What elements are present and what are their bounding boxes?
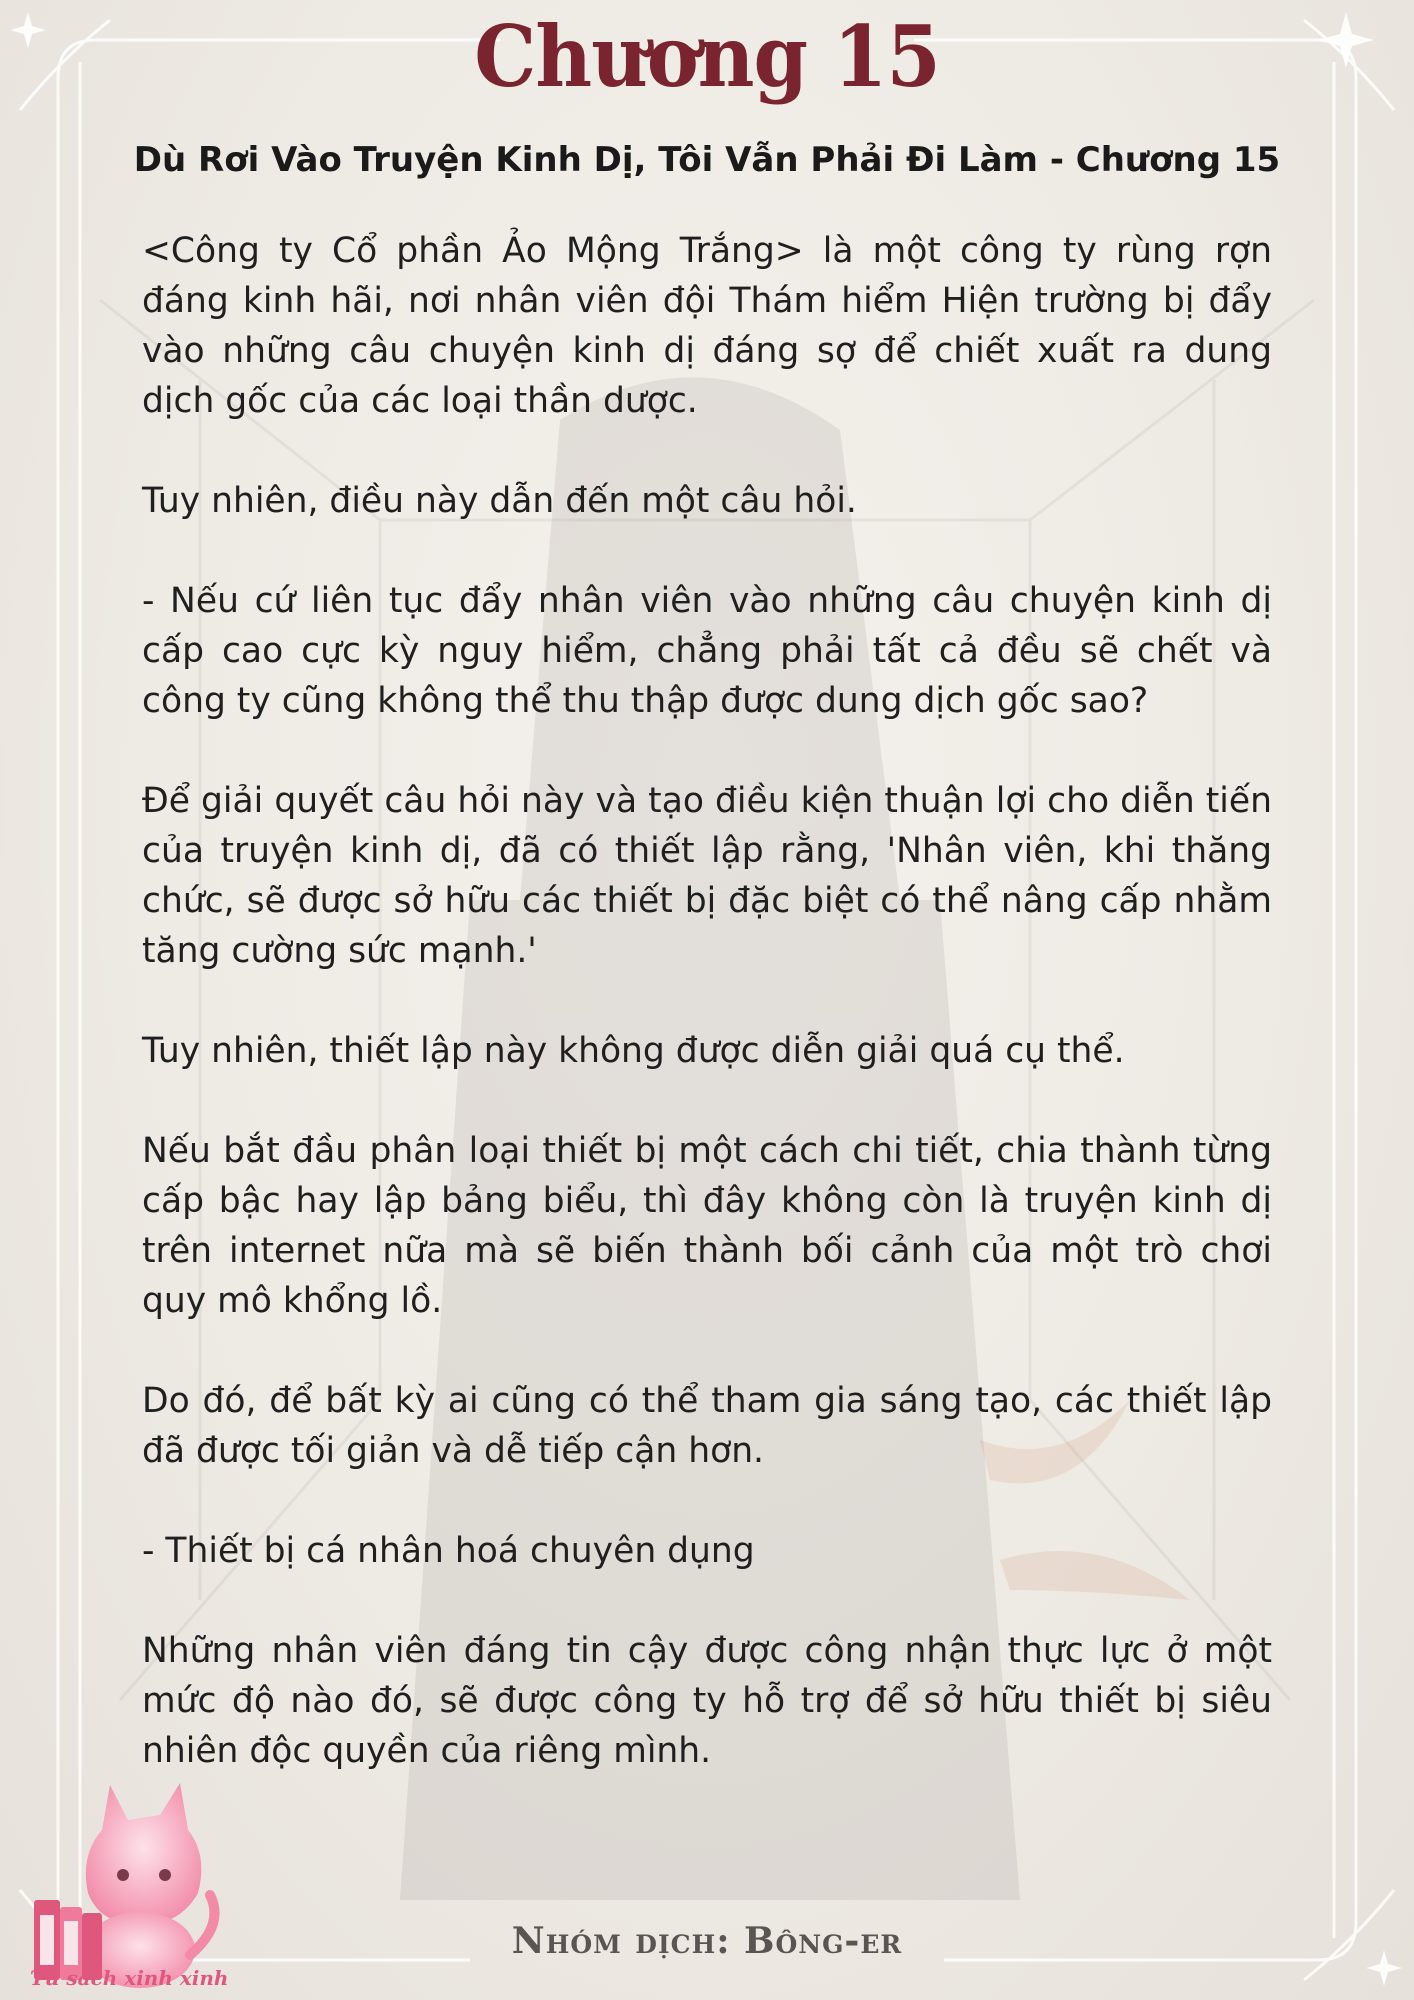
logo-text: Tủ sách xinh xinh <box>30 1966 229 1990</box>
chapter-title: Chương 15 <box>474 8 940 107</box>
story-subtitle: Dù Rơi Vào Truyện Kinh Dị, Tôi Vẫn Phải Đi Làm - Chương 15 <box>133 140 1281 180</box>
paragraph: Những nhân viên đáng tin cậy được công nhận thực lực ở một mức độ nào đó, sẽ được công ty hỗ trợ để sở hữu thiết bị siêu nhiên độc quyền của riêng mình. <box>142 1631 1272 1771</box>
paragraph: - Thiết bị cá nhân hoá chuyên dụng <box>142 1531 755 1571</box>
paragraph: - Nếu cứ liên tục đẩy nhân viên vào những câu chuyện kinh dị cấp cao cực kỳ nguy hiểm, chẳng phải tất cả đều sẽ chết và công ty cũng không thể thu thập được dung dịch gốc sao? <box>142 581 1272 721</box>
paragraph: Do đó, để bất kỳ ai cũng có thể tham gia sáng tạo, các thiết lập đã được tối giản và dễ tiếp cận hơn. <box>142 1381 1272 1471</box>
translator-credit: Nhóm dịch: Bông-er <box>511 1920 903 1962</box>
paragraph: Nếu bắt đầu phân loại thiết bị một cách chi tiết, chia thành từng cấp bậc hay lập bảng biểu, thì đây không còn là truyện kinh dị trên internet nữa mà sẽ biến thành bối cảnh của một trò chơi quy mô khổng lồ. <box>142 1131 1272 1321</box>
chapter-body <box>142 226 1272 1826</box>
paragraph: Để giải quyết câu hỏi này và tạo điều kiện thuận lợi cho diễn tiến của truyện kinh dị, đã có thiết lập rằng, 'Nhân viên, khi thăng chức, sẽ được sở hữu các thiết bị đặc biệt có thể nâng cấp nhằm tăng cường sức mạnh.' <box>142 781 1272 971</box>
paragraph: Tuy nhiên, thiết lập này không được diễn giải quá cụ thể. <box>142 1031 1125 1071</box>
paragraph: Tuy nhiên, điều này dẫn đến một câu hỏi. <box>142 481 857 521</box>
paragraph: <Công ty Cổ phần Ảo Mộng Trắng> là một công ty rùng rợn đáng kinh hãi, nơi nhân viên đội Thám hiểm Hiện trường bị đẩy vào những câu chuyện kinh dị đáng sợ để chiết xuất ra dung dịch gốc của các loại thần dược. <box>142 231 1272 421</box>
